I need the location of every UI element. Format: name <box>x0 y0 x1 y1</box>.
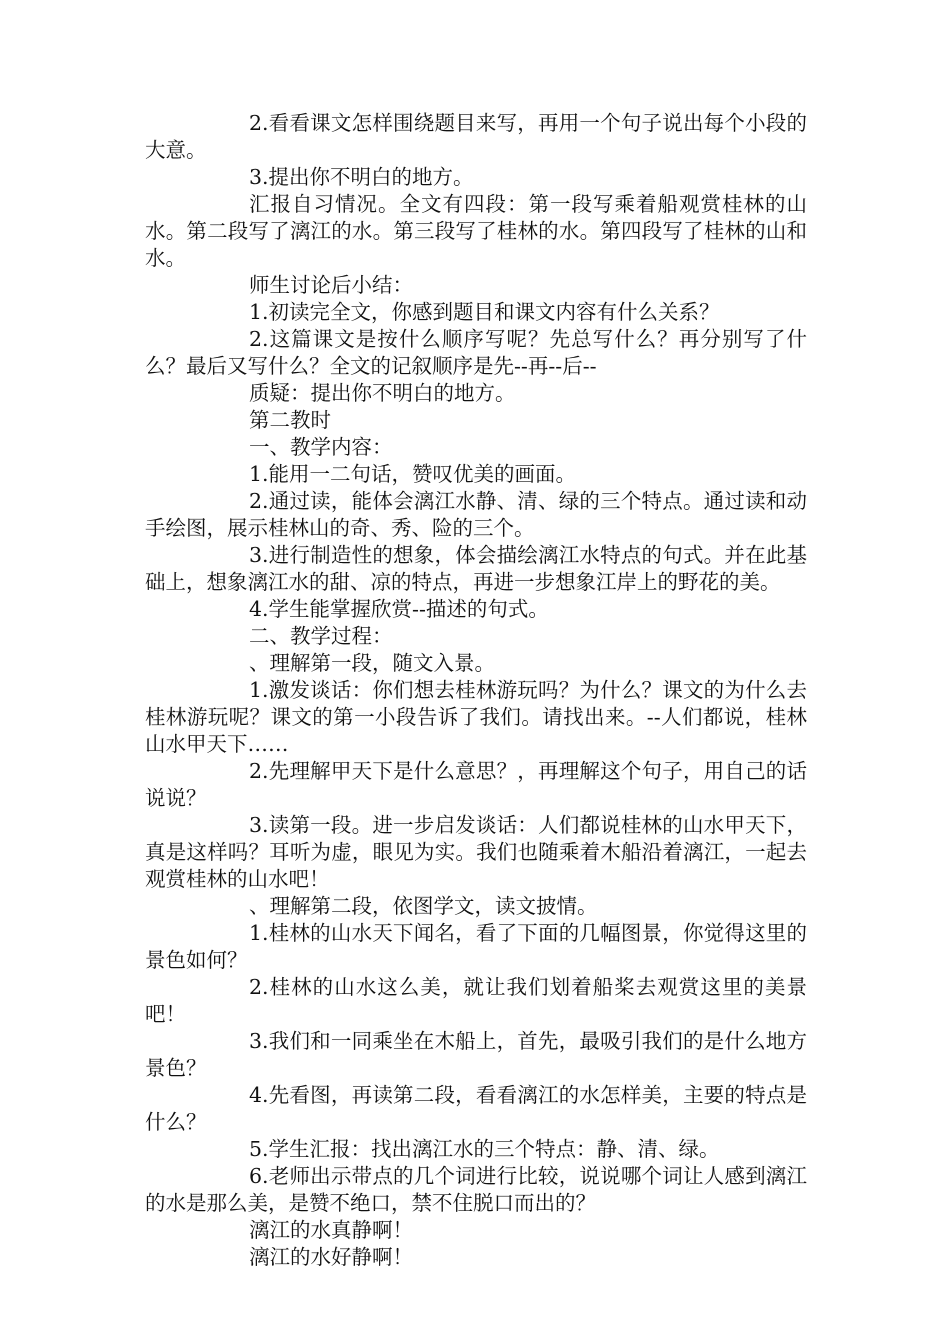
paragraph: 1.激发谈话：你们想去桂林游玩吗？为什么？课文的为什么去桂林游玩呢？课文的第一小段告诉了我们。请找出来。--人们都说，桂林山水甲天下…… <box>145 678 807 756</box>
paragraph: 2.桂林的山水这么美，就让我们划着船桨去观赏这里的美景吧！ <box>145 975 807 1026</box>
paragraph: 2.先理解甲天下是什么意思？，再理解这个句子，用自己的话说说？ <box>145 759 807 810</box>
paragraph: 、理解第一段，随文入景。 <box>249 651 495 675</box>
paragraph: 汇报自习情况。全文有四段：第一段写乘着船观赏桂林的山水。第二段写了漓江的水。第三段写了桂林的水。第四段写了桂林的山和水。 <box>145 192 807 270</box>
paragraph: 1.初读完全文，你感到题目和课文内容有什么关系？ <box>249 300 720 324</box>
paragraph: 4.先看图，再读第二段，看看漓江的水怎样美，主要的特点是什么？ <box>145 1083 807 1134</box>
paragraph: 6.老师出示带点的几个词进行比较，说说哪个词让人感到漓江的水是那么美，是赞不绝口，禁不住脱口而出的？ <box>145 1164 807 1215</box>
paragraph: 3.进行制造性的想象，体会描绘漓江水特点的句式。并在此基础上，想象漓江水的甜、凉的特点，再进一步想象江岸上的野花的美。 <box>145 543 807 594</box>
paragraph: 3.读第一段。进一步启发谈话：人们都说桂林的山水甲天下，真是这样吗？耳听为虚，眼见为实。我们也随乘着木船沿着漓江，一起去观赏桂林的山水吧！ <box>145 813 807 891</box>
paragraph: 一、教学内容： <box>249 435 393 459</box>
paragraph: 2.通过读，能体会漓江水静、清、绿的三个特点。通过读和动手绘图，展示桂林山的奇、秀、险的三个。 <box>145 489 807 540</box>
paragraph: 5.学生汇报：找出漓江水的三个特点：静、清、绿。 <box>249 1137 720 1161</box>
paragraph: 1.能用一二句话，赞叹优美的画面。 <box>249 462 577 486</box>
paragraph: 2.看看课文怎样围绕题目来写，再用一个句子说出每个小段的大意。 <box>145 111 807 162</box>
paragraph: 二、教学过程： <box>249 624 393 648</box>
paragraph: 4.学生能掌握欣赏--描述的句式。 <box>249 597 549 621</box>
document-page <box>145 110 807 1271</box>
paragraph: 1.桂林的山水天下闻名，看了下面的几幅图景，你觉得这里的景色如何？ <box>145 921 807 972</box>
paragraph: 、理解第二段，依图学文，读文披情。 <box>249 894 598 918</box>
paragraph: 2.这篇课文是按什么顺序写呢？先总写什么？再分别写了什么？最后又写什么？全文的记叙顺序是先--再--后-- <box>145 327 807 378</box>
paragraph: 师生讨论后小结： <box>249 273 413 297</box>
paragraph: 质疑：提出你不明白的地方。 <box>249 381 516 405</box>
paragraph: 漓江的水好静啊！ <box>249 1245 413 1269</box>
paragraph: 3.提出你不明白的地方。 <box>249 165 474 189</box>
section-heading: 第二教时 <box>249 408 331 432</box>
paragraph: 3.我们和一同乘坐在木船上，首先，最吸引我们的是什么地方景色？ <box>145 1029 807 1080</box>
paragraph: 漓江的水真静啊！ <box>249 1218 413 1242</box>
